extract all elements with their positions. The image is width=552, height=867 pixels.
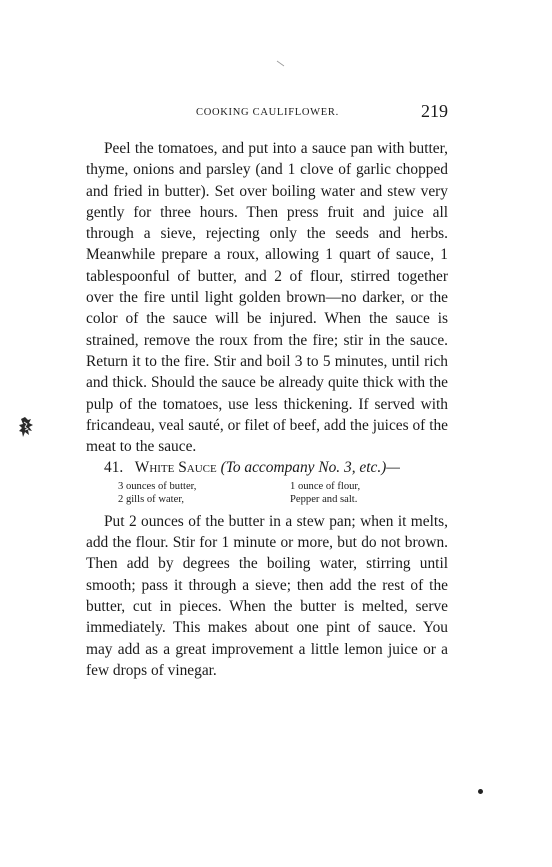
running-title: COOKING CAULIFLOWER. xyxy=(196,107,339,118)
body-text xyxy=(86,138,448,681)
ingredient-item: 3 ounces of butter, xyxy=(118,480,197,492)
recipe-note: (To accompany No. 3, etc.)— xyxy=(220,459,400,477)
ingredient-item: Pepper and salt. xyxy=(290,493,358,505)
ink-dot xyxy=(478,789,483,794)
ingredient-list xyxy=(86,480,448,506)
page-number: 219 xyxy=(421,101,448,121)
paragraph-white-sauce: Put 2 ounces of the butter in a stew pan; when it melts, add the flour. Stir for 1 minute or more, but do not brown. Then add by degrees the boiling water, stirring until smooth; pass it through a sieve; then add the rest of the butter, cut in pieces. When the butter is melted, serve immediately. This makes about one pint of sauce. You may add as a great improvement a little lemon juice or a few drops of vinegar. xyxy=(86,512,448,679)
running-head xyxy=(86,101,450,125)
ingredient-item: 2 gills of water, xyxy=(118,493,185,505)
recipe-heading xyxy=(86,457,448,478)
ingredient-item: 1 ounce of flour, xyxy=(290,480,361,492)
paragraph-tomato-sauce: Peel the tomatoes, and put into a sauce pan with butter, thyme, onions and parsley (and 1 clove of garlic chopped and fried in butter). Set over boiling water and stew very gently for three hours. Then press fruit and juice all through a sieve, rejecting only the seeds and herbs. Meanwhile prepare a roux, allowing 1 quart of sauce, 1 tablespoonful of butter, and 2 of flour, stirred together over the fire until light golden brown—no darker, or the color of the sauce will be injured. When the sauce is strained, remove the roux from the fire; stir in the sauce. Return it to the fire. Stir and boil 3 to 5 minutes, until rich and thick. Should the sauce be already quite thick with the pulp of the tomatoes, use less thickening. If served with fricandeau, veal sauté, or filet of beef, add the juices of the meat to the sauce. xyxy=(86,140,448,456)
recipe-number: 41. xyxy=(104,459,124,477)
recipe-name: White Sauce xyxy=(134,459,217,477)
paper-speck xyxy=(276,60,286,68)
margin-ink-mark xyxy=(18,416,34,440)
